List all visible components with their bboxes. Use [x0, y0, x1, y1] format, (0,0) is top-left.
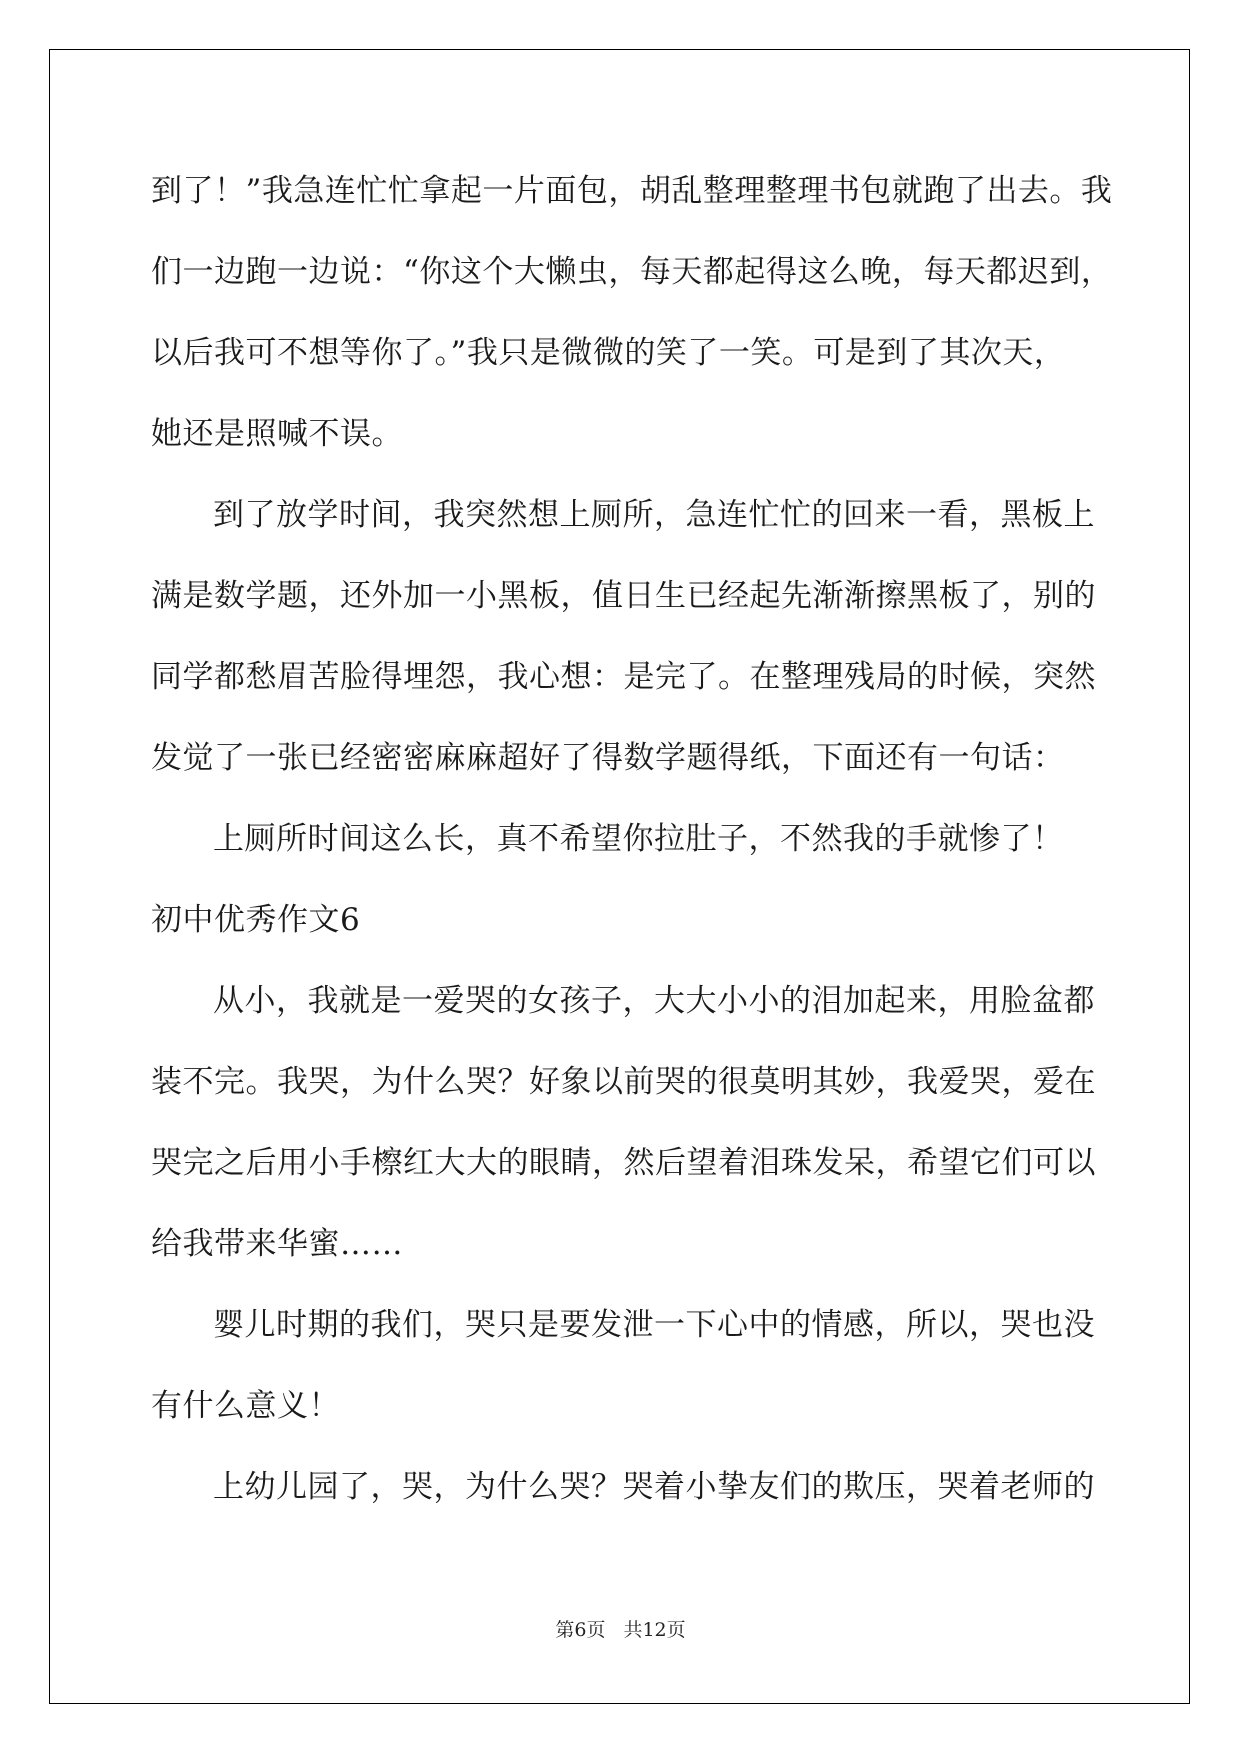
page-total: 共12页 — [623, 1619, 686, 1641]
text-line: 到了！”我急连忙忙拿起一片面包，胡乱整理整理书包就跑了出去。我 — [151, 173, 1113, 209]
text-line: 她还是照喊不误。 — [151, 416, 403, 452]
text-line: 哭完之后用小手檫红大大的眼睛，然后望着泪珠发呆，希望它们可以 — [151, 1145, 1096, 1181]
text-line: 满是数学题，还外加一小黑板，值日生已经起先渐渐擦黑板了，别的 — [151, 578, 1096, 614]
text-line: 装不完。我哭，为什么哭？好象以前哭的很莫明其妙，我爱哭，爱在 — [151, 1064, 1096, 1100]
page-number: 第6页 — [555, 1619, 606, 1641]
text-line: 发觉了一张已经密密麻麻超好了得数学题得纸，下面还有一句话： — [151, 740, 1065, 776]
text-line: 以后我可不想等你了。”我只是微微的笑了一笑。可是到了其次天， — [151, 335, 1066, 371]
section-heading: 初中优秀作文6 — [151, 902, 361, 938]
paragraph-start-line: 婴儿时期的我们，哭只是要发泄一下心中的情感，所以，哭也没 — [213, 1307, 1095, 1343]
paragraph-start-line: 上幼儿园了，哭，为什么哭？哭着小挚友们的欺压，哭着老师的 — [213, 1469, 1095, 1505]
text-line: 同学都愁眉苦脸得埋怨，我心想：是完了。在整理残局的时候，突然 — [151, 659, 1096, 695]
text-line: 有什么意义！ — [151, 1388, 340, 1424]
paragraph-start-line: 上厕所时间这么长，真不希望你拉肚子，不然我的手就惨了！ — [213, 821, 1064, 857]
page-footer — [0, 1615, 1241, 1642]
document-body — [151, 165, 1113, 1542]
paragraph-start-line: 从小，我就是一爱哭的女孩子，大大小小的泪加起来，用脸盆都 — [213, 983, 1095, 1019]
text-line: 给我带来华蜜…… — [151, 1226, 403, 1262]
text-line: 们一边跑一边说：“你这个大懒虫，每天都起得这么晚，每天都迟到， — [151, 254, 1113, 290]
paragraph-start-line: 到了放学时间，我突然想上厕所，急连忙忙的回来一看，黑板上 — [213, 497, 1095, 533]
